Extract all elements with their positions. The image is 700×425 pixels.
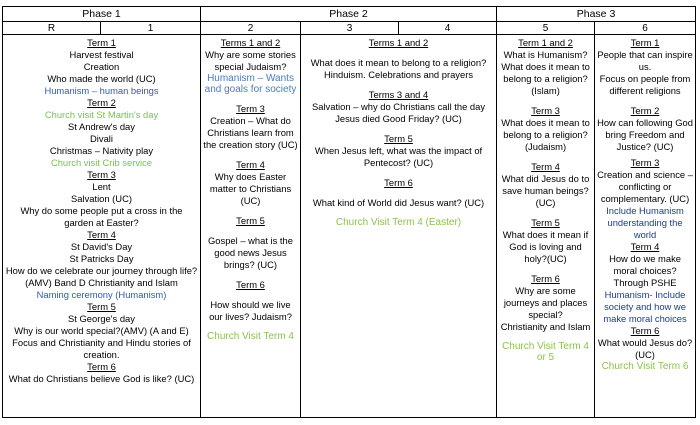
content-line: Why does Easter matter to Christians (UC) xyxy=(209,171,292,206)
spacer xyxy=(303,189,494,197)
phase-3-header: Phase 3 xyxy=(497,7,696,22)
content-line: Church visit Crib service xyxy=(50,157,153,168)
spacer xyxy=(499,209,592,217)
content-line: Lent xyxy=(92,181,111,192)
content-line: Divali xyxy=(90,133,113,144)
phase-header-row xyxy=(3,7,696,22)
term-heading: Term 3 xyxy=(236,103,265,114)
term-heading: Term 4 xyxy=(236,159,265,170)
spacer xyxy=(203,151,298,159)
content-line: Gospel – what is the good news Jesus brings? (UC) xyxy=(208,235,293,270)
term-heading: Terms 3 and 4 xyxy=(368,89,429,100)
year-header-row xyxy=(3,22,696,35)
term-heading: Term 3 xyxy=(630,157,660,168)
content-line: When Jesus left, what was the impact of Pentecost? (UC) xyxy=(314,145,483,168)
term-heading: Term 6 xyxy=(630,325,660,336)
year-5-content-list xyxy=(497,35,594,363)
curriculum-table xyxy=(2,6,696,418)
year-5-header: 5 xyxy=(497,22,595,35)
content-line: Church Visit Term 6 xyxy=(601,361,689,372)
year-5-content xyxy=(497,35,595,418)
content-line: How should we live our lives? Judaism? xyxy=(209,299,292,322)
term-heading: Term 2 xyxy=(630,105,660,116)
content-line: Creation xyxy=(83,61,120,72)
content-line: What does it mean if God is loving and holy?(UC) xyxy=(502,229,589,264)
content-line: Focus on people from different religions xyxy=(599,73,691,96)
spacer xyxy=(499,153,592,161)
content-line: People that can inspire us. xyxy=(597,49,693,72)
spacer xyxy=(203,207,298,215)
content-line: Why do some people put a cross in the garden at Easter? xyxy=(20,205,183,228)
content-line: Include Humanism understanding the world xyxy=(606,205,684,240)
content-line: Church visit St Martin's day xyxy=(44,109,159,120)
content-line: St Andrew's day xyxy=(68,121,135,132)
content-line: What is Humanism? xyxy=(503,49,588,60)
spacer xyxy=(203,323,298,331)
content-line: Why is our world special?(AMV) (A and E) Focus and Christianity and Hindu stories of creation. xyxy=(12,325,191,360)
year-3-4-content-list xyxy=(301,35,496,228)
spacer xyxy=(499,333,592,341)
year-6-header: 6 xyxy=(595,22,696,35)
content-line: Harvest festival xyxy=(69,49,134,60)
year-3-header: 3 xyxy=(301,22,399,35)
content-line: What does it mean to belong to a religion?(Islam) xyxy=(501,61,590,96)
year-6-content-list xyxy=(595,35,695,372)
content-line: Church Visit Term 4 xyxy=(207,331,294,342)
term-heading: Term 6 xyxy=(87,361,116,372)
year-3-4-content xyxy=(301,35,497,418)
content-line: How do we celebrate our journey through life? (AMV) Band D Christianity and Islam xyxy=(5,265,198,288)
year-1-header: 1 xyxy=(101,22,201,35)
content-line: Humanism- Include society and how we make moral choices xyxy=(603,289,687,324)
content-line: How do we make moral choices? xyxy=(609,253,681,276)
year-6-content xyxy=(595,35,696,418)
content-line: Why are some stories special Judaism? xyxy=(205,49,296,72)
content-line: What does it mean to belong to a religion?(Judaism) xyxy=(501,117,590,152)
content-line: Church Visit Term 4 or 5 xyxy=(502,341,589,363)
term-heading: Terms 1 and 2 xyxy=(220,37,281,48)
content-line: What did Jesus do to save human beings? (UC) xyxy=(501,173,590,208)
year-r-header: R xyxy=(3,22,101,35)
content-line: Creation and science – conflicting or complementary. (UC) xyxy=(597,169,693,204)
term-heading: Term 1 and 2 xyxy=(518,37,573,48)
term-heading: Term 5 xyxy=(384,133,413,144)
spacer xyxy=(203,271,298,279)
content-line: Hinduism. Celebrations and prayers xyxy=(323,69,474,80)
phase-1-content-list xyxy=(3,35,200,385)
content-line: What would Jesus do?(UC) xyxy=(597,337,693,360)
content-row xyxy=(3,35,696,418)
content-line: Humanism – Wants and goals for society xyxy=(204,73,297,95)
content-line: How can following God bring Freedom and Justice? (UC) xyxy=(597,117,693,152)
spacer xyxy=(303,169,494,177)
year-2-content xyxy=(201,35,301,418)
phase-2-header: Phase 2 xyxy=(201,7,497,22)
spacer xyxy=(203,291,298,299)
term-heading: Term 3 xyxy=(87,169,116,180)
term-heading: Term 5 xyxy=(87,301,116,312)
content-line: Christianity and Islam xyxy=(500,321,591,332)
content-line: Naming ceremony (Humanism) xyxy=(36,289,167,300)
spacer xyxy=(499,265,592,273)
term-heading: Term 6 xyxy=(531,273,560,284)
year-2-header: 2 xyxy=(201,22,301,35)
content-line: Christmas – Nativity play xyxy=(49,145,154,156)
term-heading: Term 6 xyxy=(236,279,265,290)
content-line: Humanism – human beings xyxy=(44,85,159,96)
term-heading: Term 1 xyxy=(630,37,660,48)
term-heading: Term 4 xyxy=(531,161,560,172)
content-line: Salvation – why do Christians call the day Jesus died Good Friday? (UC) xyxy=(312,101,486,124)
term-heading: Terms 1 and 2 xyxy=(368,37,429,48)
spacer xyxy=(597,97,693,105)
content-line: Creation – What do Christians learn from the creation story (UC) xyxy=(203,115,298,150)
spacer xyxy=(499,97,592,105)
content-line: Through PSHE xyxy=(613,277,677,288)
content-line: What does it mean to belong to a religion? xyxy=(310,57,487,68)
term-heading: Term 6 xyxy=(384,177,413,188)
content-line: Why are some journeys and places special? xyxy=(503,285,588,320)
year-4-header: 4 xyxy=(399,22,497,35)
phase-1-header: Phase 1 xyxy=(3,7,201,22)
term-heading: Term 1 xyxy=(87,37,116,48)
content-line: Church Visit Term 4 (Easter) xyxy=(335,217,462,228)
spacer xyxy=(203,227,298,235)
content-line: St George's day xyxy=(68,313,135,324)
year-2-content-list xyxy=(201,35,300,342)
phase-1-content xyxy=(3,35,201,418)
content-line: Who made the world (UC) xyxy=(47,73,156,84)
term-heading: Term 4 xyxy=(87,229,116,240)
spacer xyxy=(303,125,494,133)
term-heading: Term 3 xyxy=(531,105,560,116)
spacer xyxy=(203,95,298,103)
content-line: St David's Day xyxy=(70,241,133,252)
content-line: St Patricks Day xyxy=(69,253,134,264)
spacer xyxy=(303,81,494,89)
content-line: What kind of World did Jesus want? (UC) xyxy=(312,197,485,208)
term-heading: Term 5 xyxy=(236,215,265,226)
spacer xyxy=(303,49,494,57)
term-heading: Term 4 xyxy=(630,241,660,252)
content-line: Salvation (UC) xyxy=(71,193,132,204)
spacer xyxy=(303,209,494,217)
term-heading: Term 5 xyxy=(531,217,560,228)
content-line: What do Christians believe God is like? (UC) xyxy=(8,373,195,384)
term-heading: Term 2 xyxy=(87,97,116,108)
